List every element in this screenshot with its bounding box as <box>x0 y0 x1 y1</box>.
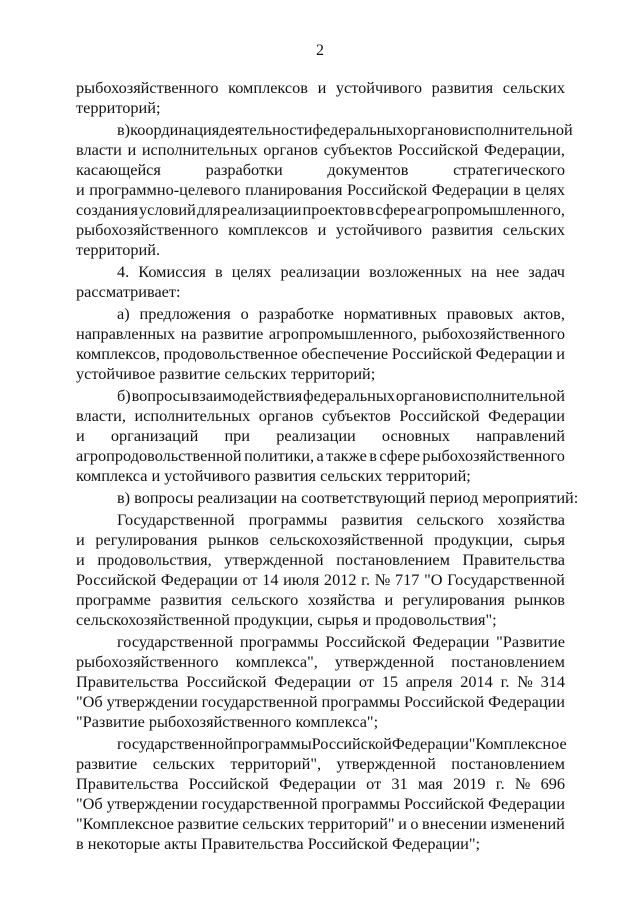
paragraph-line: и регулирования рынков сельскохозяйственной продукции, сырья <box>76 530 565 549</box>
paragraph-line: рыбохозяйственного комплексов и устойчивого развития сельских <box>76 78 565 97</box>
paragraph-line: власти, исполнительных органов субъектов Российской Федерации <box>76 406 565 425</box>
paragraph-line: агропродовольственной политики, а также в сфере рыбохозяйственного <box>76 446 565 465</box>
paragraph-line: программе развития сельского хозяйства и регулирования рынков <box>76 590 565 609</box>
paragraph-line: государственной программы Российской Федерации "Развитие <box>117 632 565 651</box>
paragraph-line: рыбохозяйственного комплекса", утвержденной постановлением <box>76 652 565 671</box>
paragraph-line: Государственной программы развития сельского хозяйства <box>117 510 565 529</box>
paragraph-line: а) предложения о разработке нормативных правовых актов, <box>117 304 565 323</box>
paragraph-line: и программно-целевого планирования Российской Федерации в целях <box>76 180 565 199</box>
paragraph-line: территорий; <box>76 98 161 117</box>
paragraph-line: в некоторые акты Правительства Российской Федерации"; <box>76 834 481 853</box>
paragraph-line: "Развитие рыбохозяйственного комплекса"; <box>76 712 379 731</box>
paragraph-line: рыбохозяйственного комплексов и устойчивого развития сельских <box>76 220 565 239</box>
paragraph-line: "Об утверждении государственной программы Российской Федерации <box>76 692 565 711</box>
paragraph-line: и организаций при реализации основных направлений <box>76 426 565 445</box>
paragraph-line: территорий. <box>76 240 161 259</box>
page-number: 2 <box>316 42 324 59</box>
paragraph-line: развитие сельских территорий", утвержденной постановлением <box>76 754 565 773</box>
paragraph-line: и продовольствия, утвержденной постановлением Правительства <box>76 550 565 569</box>
paragraph-line: "Об утверждении государственной программы Российской Федерации <box>76 794 565 813</box>
paragraph-line: "Комплексное развитие сельских территорий" и о внесении изменений <box>76 814 565 833</box>
paragraph-line: государственной программы Российской Федерации "Комплексное <box>117 734 567 753</box>
paragraph-line: в) координация деятельности федеральных органов исполнительной <box>117 120 573 139</box>
paragraph-line: Правительства Российской Федерации от 31 мая 2019 г. № 696 <box>76 774 565 793</box>
paragraph-line: создания условий для реализации проектов в сфере агропромышленного, <box>76 200 565 219</box>
paragraph-line: рассматривает: <box>76 282 181 301</box>
paragraph-line: в) вопросы реализации на соответствующий период мероприятий: <box>117 488 579 507</box>
paragraph-line: направленных на развитие агропромышленного, рыбохозяйственного <box>76 324 565 343</box>
paragraph-line: 4. Комиссия в целях реализации возложенных на нее задач <box>117 262 565 281</box>
paragraph-line: сельскохозяйственной продукции, сырья и продовольствия"; <box>76 610 497 629</box>
document-body <box>76 78 579 854</box>
paragraph-line: устойчивое развитие сельских территорий; <box>76 364 376 383</box>
paragraph-line: комплекса и устойчивого развития сельских территорий; <box>76 466 471 485</box>
paragraph-line: Российской Федерации от 14 июля 2012 г. № 717 "О Государственной <box>76 570 565 589</box>
paragraph-line: б) вопросы взаимодействия федеральных органов исполнительной <box>117 386 565 405</box>
paragraph-line: Правительства Российской Федерации от 15 апреля 2014 г. № 314 <box>76 672 565 691</box>
paragraph-line: власти и исполнительных органов субъектов Российской Федерации, <box>76 140 565 159</box>
paragraph-line: комплексов, продовольственное обеспечение Российской Федерации и <box>76 344 565 363</box>
paragraph-line: касающейся разработки документов стратегического <box>76 160 565 179</box>
